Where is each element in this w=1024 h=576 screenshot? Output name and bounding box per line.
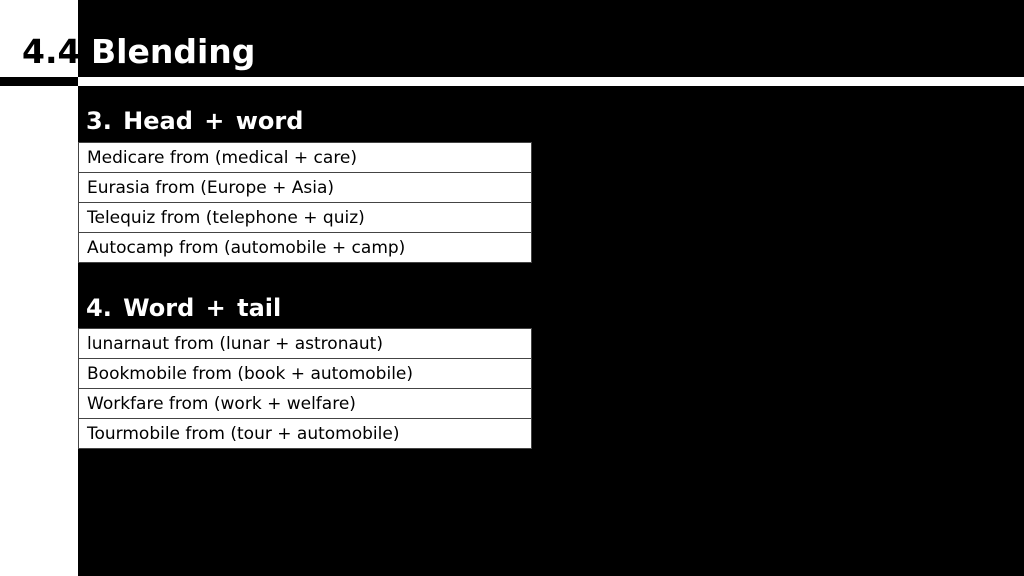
table-cell: lunarnaut from (lunar + astronaut) [79,329,532,359]
section-heading-head-word: 3. Head + word [86,107,304,135]
table-row [79,419,532,449]
table-cell: Tourmobile from (tour + automobile) [79,419,532,449]
table-cell: Telequiz from (telephone + quiz) [79,203,532,233]
examples-table-head-word [78,142,532,263]
left-margin-panel [0,0,81,576]
slide-title: Blending [91,32,256,71]
table-row [79,389,532,419]
table-cell: Autocamp from (automobile + camp) [79,233,532,263]
table-row [79,143,532,173]
section-heading-word-tail: 4. Word + tail [86,294,282,322]
section-number: 4.4 [22,32,81,71]
table-row [79,233,532,263]
table-cell: Workfare from (work + welfare) [79,389,532,419]
examples-table-word-tail [78,328,532,449]
title-underline-left [0,77,78,86]
table-cell: Eurasia from (Europe + Asia) [79,173,532,203]
table-row [79,329,532,359]
table-cell: Bookmobile from (book + automobile) [79,359,532,389]
table-cell: Medicare from (medical + care) [79,143,532,173]
title-underline [0,77,1024,86]
table-row [79,359,532,389]
table-row [79,203,532,233]
table-row [79,173,532,203]
